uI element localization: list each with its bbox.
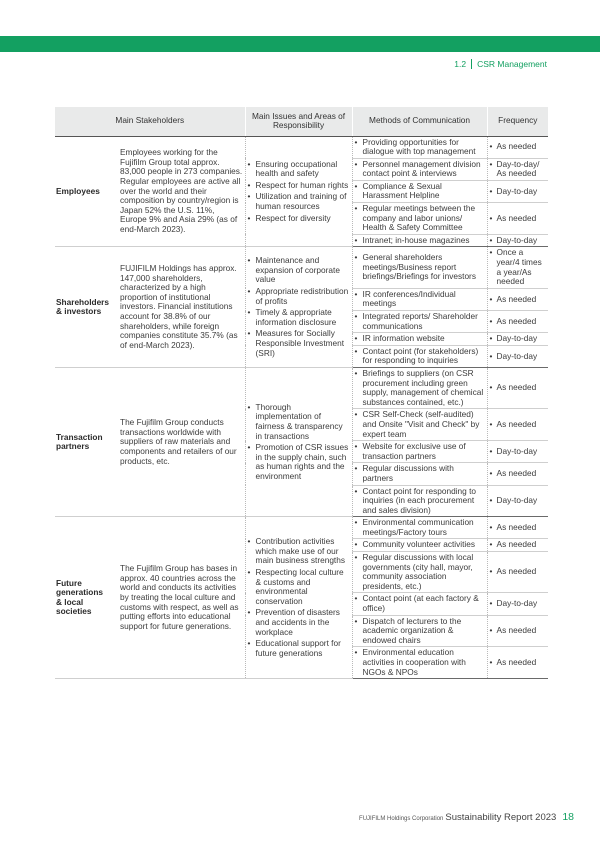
issue-text: Thorough implementation of fairness & transparency in transactions [255,401,343,441]
method-text: Website for exclusive use of transaction partners [362,441,466,461]
communication-method [352,203,487,235]
issue-item [248,308,350,327]
header-stakeholders: Main Stakeholders [55,107,245,136]
bullet-icon: • [354,539,358,550]
bullet-icon: • [489,141,493,152]
method-text: Briefings to suppliers (on CSR procurement including green supply, management of chemical substances contained, etc.) [362,367,484,407]
communication-method [352,485,487,517]
bullet-icon: • [354,203,358,214]
frequency-cell [487,441,548,463]
frequency-cell [487,180,548,202]
bullet-icon: • [489,657,493,667]
bullet-icon: • [354,367,358,378]
method-text: Integrated reports/ Shareholder communications [362,311,478,331]
frequency-text: As needed [496,382,537,393]
bullet-icon: • [354,136,358,147]
bullet-icon: • [354,593,358,604]
bullet-icon: • [489,247,493,258]
page-footer [359,811,574,823]
table-header-row [55,107,548,136]
frequency-text: As needed [496,657,537,667]
communication-method [352,333,487,346]
issue-item [248,568,350,606]
bullet-icon: • [354,441,358,452]
bullet-icon: • [489,598,493,609]
bullet-icon: • [489,350,493,361]
frequency-cell [487,539,548,552]
frequency-cell [487,463,548,485]
communication-method [352,539,487,552]
bullet-icon: • [247,307,251,318]
communication-method [352,345,487,367]
bullet-icon: • [354,345,358,356]
frequency-text: Day-to-day [496,333,538,344]
issue-item [248,537,350,566]
frequency-cell [487,615,548,647]
frequency-text: As needed [496,625,537,636]
bullet-icon: • [489,445,493,456]
footer-corporation: FUJIFILM Holdings Corporation [359,816,444,822]
bullet-icon: • [489,522,493,533]
stakeholder-description: FUJIFILM Holdings has approx. 147,000 shareholders, characterized by a high proportion of institutional investors. Financial institutions account for 38.8% of our shareholders, while foreign companies constitute 35.7% (as of end-March 2023). [112,247,245,368]
communication-method [352,136,487,158]
issue-text: Measures for Socially Responsible Investment (SRI) [255,328,345,358]
bullet-icon: • [247,191,251,202]
issue-item [248,443,350,481]
issues-list [245,136,352,247]
frequency-text: Day-to-day [496,234,538,245]
frequency-cell [487,485,548,517]
frequency-text: As needed [496,418,537,429]
bullet-icon: • [354,647,358,658]
communication-method [352,463,487,485]
frequency-cell [487,367,548,408]
method-text: Regular discussions with partners [362,463,454,483]
issue-text: Respect for diversity [255,212,331,223]
issues-list [245,517,352,679]
bullet-icon: • [489,382,493,393]
issue-text: Ensuring occupational health and safety [255,158,338,179]
stakeholder-description: The Fujifilm Group conducts transactions worldwide with suppliers of raw materials and components and retailers of our products, etc. [112,367,245,516]
issues-list [245,367,352,516]
frequency-cell [487,333,548,346]
stakeholder-name: Transaction partners [55,367,112,516]
stakeholder-name: Shareholders & investors [55,247,112,368]
method-text: Environmental education activities in cooperation with NGOs & NPOs [362,647,466,677]
frequency-text: As needed [496,212,537,223]
bullet-icon: • [354,252,358,263]
frequency-cell [487,409,548,441]
issue-item [248,192,350,211]
bullet-icon: • [489,158,493,169]
issue-item [248,403,350,441]
bullet-icon: • [354,485,358,496]
stakeholder-description: Employees working for the Fujifilm Group total approx. 83,000 people in 273 companies. Regular employees are active all over the world and their composition by country/region is Japan 52% the U.S. 11%, Europe 9% and Asia 29% (as of end-March 2023). [112,136,245,247]
stakeholder-description: The Fujifilm Group has bases in approx. 40 countries across the world and conducts its activities by treating the local culture and customs with respect, as well as putting efforts into educational support for future generations. [112,517,245,679]
method-text: Regular meetings between the company and labor unions/ Health & Safety Committee [362,203,476,233]
header-methods: Methods of Communication [352,107,487,136]
bullet-icon: • [489,212,493,223]
bullet-icon: • [489,566,493,577]
communication-method [352,517,487,539]
frequency-cell [487,647,548,679]
frequency-cell [487,311,548,333]
bullet-icon: • [247,566,251,577]
issue-item [248,639,350,658]
bullet-icon: • [354,288,358,299]
method-text: Environmental communication meetings/Factory tours [362,517,474,537]
section-header [454,59,547,69]
frequency-text: As needed [496,468,537,479]
bullet-icon: • [354,333,358,344]
bullet-icon: • [354,552,358,563]
frequency-text: As needed [496,141,537,152]
bullet-icon: • [354,463,358,474]
method-text: Dispatch of lecturers to the academic organization & endowed chairs [362,615,462,645]
frequency-cell [487,552,548,593]
issue-item [248,287,350,306]
bullet-icon: • [247,328,251,339]
footer-report-title: Sustainability Report 2023 [445,812,557,823]
method-text: Contact point for responding to inquiries (in each procurement and sales division) [362,485,476,515]
table-row [55,136,548,158]
frequency-cell [487,234,548,247]
top-accent-bar [0,36,600,52]
method-text: Personnel management division contact point & interviews [362,158,481,179]
stakeholder-name: Future generations & local societies [55,517,112,679]
issue-text: Respect for human rights [255,179,349,190]
communication-method [352,593,487,615]
frequency-text: Day-to-day [496,350,538,361]
frequency-text: Day-to-day [496,598,538,609]
bullet-icon: • [247,255,251,266]
bullet-icon: • [354,234,358,245]
issue-item [248,214,350,224]
header-issues: Main Issues and Areas of Responsibility [245,107,352,136]
communication-method [352,552,487,593]
frequency-text: As needed [496,315,537,326]
frequency-text: As needed [496,539,537,550]
table-row [55,247,548,288]
issue-item [248,608,350,637]
bullet-icon: • [247,442,251,453]
table-row [55,367,548,408]
bullet-icon: • [247,286,251,297]
bullet-icon: • [247,179,251,190]
communication-method [352,409,487,441]
bullet-icon: • [247,638,251,649]
bullet-icon: • [247,158,251,169]
bullet-icon: • [489,418,493,429]
communication-method [352,288,487,310]
issue-item [248,160,350,179]
communication-method [352,441,487,463]
issue-text: Utilization and training of human resources [255,191,347,212]
method-text: IR information website [362,333,445,344]
bullet-icon: • [489,315,493,326]
frequency-cell [487,345,548,367]
issues-list [245,247,352,368]
bullet-icon: • [354,311,358,321]
communication-method [352,647,487,679]
frequency-text: Day-to-day [496,445,538,456]
method-text: Compliance & Sexual Harassment Helpline [362,180,442,201]
frequency-cell [487,517,548,539]
communication-method [352,247,487,288]
issue-text: Timely & appropriate information disclosure [255,307,337,327]
section-title: CSR Management [477,59,547,69]
frequency-text: As needed [496,293,537,304]
frequency-text: Once a year/4 times a year/As needed [496,247,542,287]
issue-item [248,181,350,191]
issue-text: Contribution activities which make use of our main business strengths [255,536,345,566]
method-text: Community volunteer activities [362,539,476,550]
bullet-icon: • [489,234,493,245]
communication-method [352,615,487,647]
bullet-icon: • [354,180,358,191]
frequency-cell [487,593,548,615]
bullet-icon: • [489,293,493,304]
frequency-cell [487,158,548,180]
bullet-icon: • [489,468,493,479]
method-text: General shareholders meetings/Business report briefings/Briefings for investors [362,252,476,282]
frequency-text: Day-to-day [496,495,538,506]
bullet-icon: • [354,615,358,626]
section-number: 1.2 [454,59,467,69]
communication-method [352,367,487,408]
communication-method [352,158,487,180]
frequency-text: As needed [496,522,537,533]
issue-text: Appropriate redistribution of profits [255,286,349,306]
bullet-icon: • [247,401,251,412]
bullet-icon: • [354,158,358,169]
method-text: CSR Self-Check (self-audited) and Onsite "Visit and Check" by expert team [362,409,480,439]
method-text: Regular discussions with local governments (city hall, mayor, community association presidents, etc.) [362,552,474,591]
issue-text: Promotion of CSR issues in the supply chain, such as human rights and the environment [255,442,349,481]
method-text: Intranet; in-house magazines [362,234,470,245]
bullet-icon: • [354,517,358,528]
frequency-cell [487,136,548,158]
frequency-cell [487,203,548,235]
bullet-icon: • [247,607,251,618]
issue-text: Respecting local culture & customs and environmental conservation [255,566,344,606]
header-frequency: Frequency [487,107,548,136]
frequency-cell [487,247,548,288]
method-text: Contact point (for stakeholders) for responding to inquiries [362,345,479,366]
method-text: Contact point (at each factory & office) [362,593,479,614]
table-row [55,517,548,539]
section-divider [471,59,472,69]
issue-item [248,256,350,285]
stakeholder-table [55,107,548,679]
table-body [55,136,548,679]
issue-text: Maintenance and expansion of corporate value [255,255,340,285]
method-text: IR conferences/Individual meetings [362,288,456,309]
bullet-icon: • [247,212,251,223]
bullet-icon: • [489,539,493,550]
communication-method [352,234,487,247]
bullet-icon: • [489,495,493,506]
frequency-cell [487,288,548,310]
method-text: Providing opportunities for dialogue with top management [362,136,476,157]
bullet-icon: • [247,536,251,547]
frequency-text: Day-to-day/ As needed [496,158,540,179]
bullet-icon: • [489,185,493,196]
issue-item [248,329,350,358]
communication-method [352,180,487,202]
stakeholder-name: Employees [55,136,112,247]
communication-method [352,311,487,333]
frequency-text: As needed [496,566,537,577]
frequency-text: Day-to-day [496,185,538,196]
issue-text: Educational support for future generations [255,638,341,658]
bullet-icon: • [489,625,493,636]
issue-text: Prevention of disasters and accidents in the workplace [255,607,340,637]
page-number: 18 [562,811,574,823]
bullet-icon: • [489,333,493,344]
bullet-icon: • [354,409,358,420]
